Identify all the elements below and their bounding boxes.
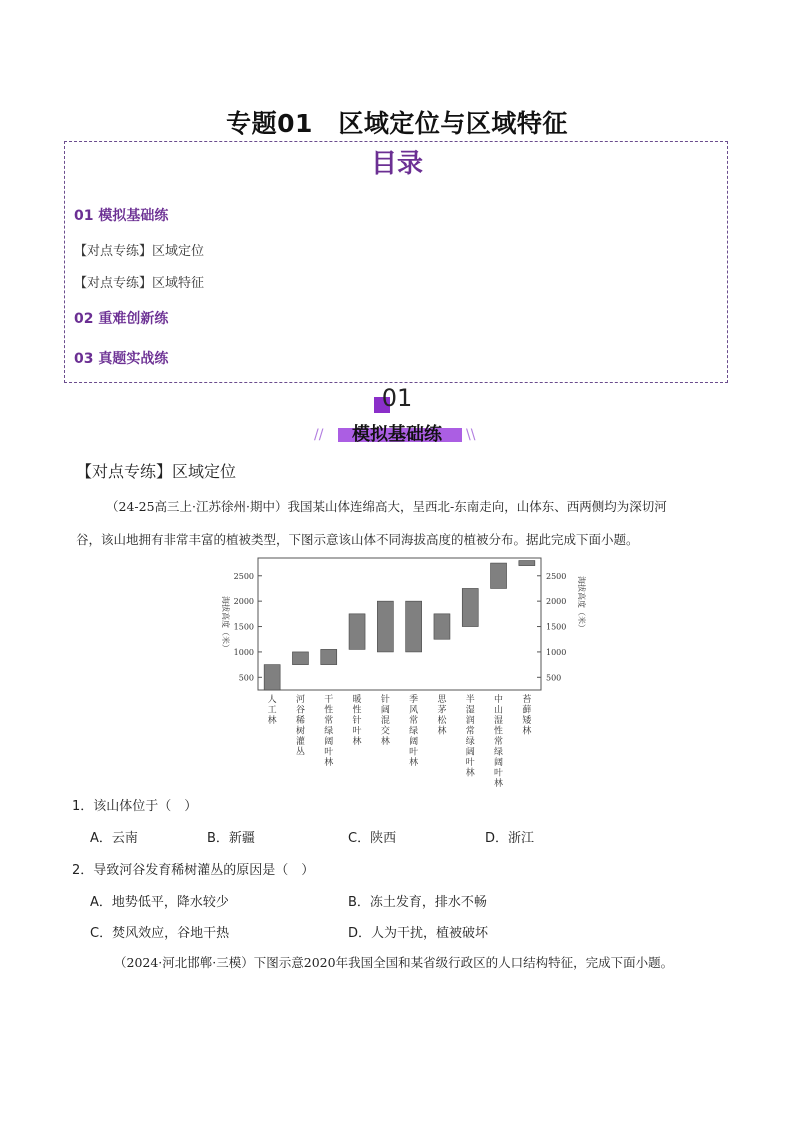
q2-option-a[interactable]: A．地势低平，降水较少 — [90, 895, 229, 910]
bar-9 — [519, 561, 535, 566]
q2-option-b[interactable]: B．冻土发育，排水不畅 — [348, 895, 487, 910]
y-tick-label-left: 2500 — [233, 571, 254, 581]
category-label-7: 半湿润常绿阔叶林 — [465, 695, 475, 779]
q1-stem: 1．该山体位于（ ） — [72, 799, 198, 814]
q1-option-a[interactable]: A．云南 — [90, 831, 138, 846]
y-axis-label-right: 海拔高度（米） — [577, 576, 586, 632]
category-label-9: 苔藓矮林 — [522, 695, 532, 737]
y-tick-label-right: 500 — [546, 673, 562, 683]
subsection-heading: 【对点专练】区域定位 — [76, 462, 237, 481]
toc-item-region-feature[interactable]: 【对点专练】区域特征 — [74, 276, 205, 291]
category-label-6: 思茅松林 — [437, 695, 447, 737]
section-name: 模拟基础练 — [352, 424, 442, 445]
decor-slash-right: \\ — [466, 427, 476, 443]
y-tick-label-right: 2500 — [546, 571, 567, 581]
category-label-2: 干性常绿阔叶林 — [324, 695, 334, 768]
y-tick-label-right: 2000 — [546, 597, 567, 607]
toc-item-02[interactable]: 02 重难创新练 — [74, 311, 169, 327]
y-tick-label-right: 1500 — [546, 622, 567, 632]
q1-option-d[interactable]: D．浙江 — [485, 831, 535, 846]
q1-option-c[interactable]: C．陕西 — [348, 831, 397, 846]
passage2: （2024·河北邯郸·三模）下图示意2020年我国全国和某省级行政区的人口结构特征，完成下面小题。 — [114, 955, 674, 970]
category-label-3: 暖性针叶林 — [352, 695, 362, 747]
category-label-1: 河谷稀树灌丛 — [295, 695, 305, 758]
bar-5 — [406, 601, 422, 652]
y-tick-label-left: 1500 — [233, 622, 254, 632]
passage1-line2: 谷，该山地拥有非常丰富的植被类型，下图示意该山体不同海拔高度的植被分布。据此完成下面小题。 — [76, 532, 639, 547]
bar-7 — [462, 588, 478, 626]
section-number: 01 — [381, 384, 413, 412]
decor-slash-left: // — [314, 427, 324, 443]
bar-1 — [292, 652, 308, 665]
y-tick-label-left: 1000 — [233, 647, 254, 657]
bar-6 — [434, 614, 450, 639]
toc-heading: 目录 — [370, 149, 423, 179]
toc-item-region-location[interactable]: 【对点专练】区域定位 — [74, 244, 205, 259]
bar-4 — [377, 601, 393, 652]
q1-option-b[interactable]: B．新疆 — [207, 831, 255, 846]
bar-8 — [491, 563, 507, 588]
bar-2 — [321, 649, 337, 664]
y-tick-label-left: 500 — [238, 673, 254, 683]
category-labels — [268, 693, 533, 789]
bar-0 — [264, 665, 280, 690]
y-tick-label-right: 1000 — [546, 647, 567, 657]
q2-option-c[interactable]: C．焚风效应，谷地干热 — [90, 926, 230, 941]
q2-option-d[interactable]: D．人为干扰，植被破坏 — [348, 926, 489, 941]
toc-item-03[interactable]: 03 真题实战练 — [74, 351, 169, 367]
passage1-line1: （24-25高三上·江苏徐州·期中）我国某山体连绵高大，呈西北-东南走向，山体东、西两侧均为深切河 — [106, 499, 667, 514]
toc-item-01[interactable]: 01 模拟基础练 — [74, 208, 169, 224]
page-title: 专题01 区域定位与区域特征 — [226, 109, 568, 138]
bar-3 — [349, 614, 365, 650]
bars — [264, 561, 535, 690]
category-label-0: 人工林 — [267, 695, 277, 726]
category-label-8: 中山湿性常绿阔叶林 — [494, 695, 504, 789]
y-tick-label-left: 2000 — [233, 597, 254, 607]
q2-stem: 2．导致河谷发育稀树灌丛的原因是（ ） — [72, 863, 315, 878]
category-label-4: 针阔混交林 — [380, 695, 390, 747]
category-label-5: 季风常绿阔叶林 — [409, 695, 419, 768]
y-axis-label-left: 海拔高度（米） — [221, 596, 230, 652]
vegetation-elevation-chart — [205, 555, 585, 790]
